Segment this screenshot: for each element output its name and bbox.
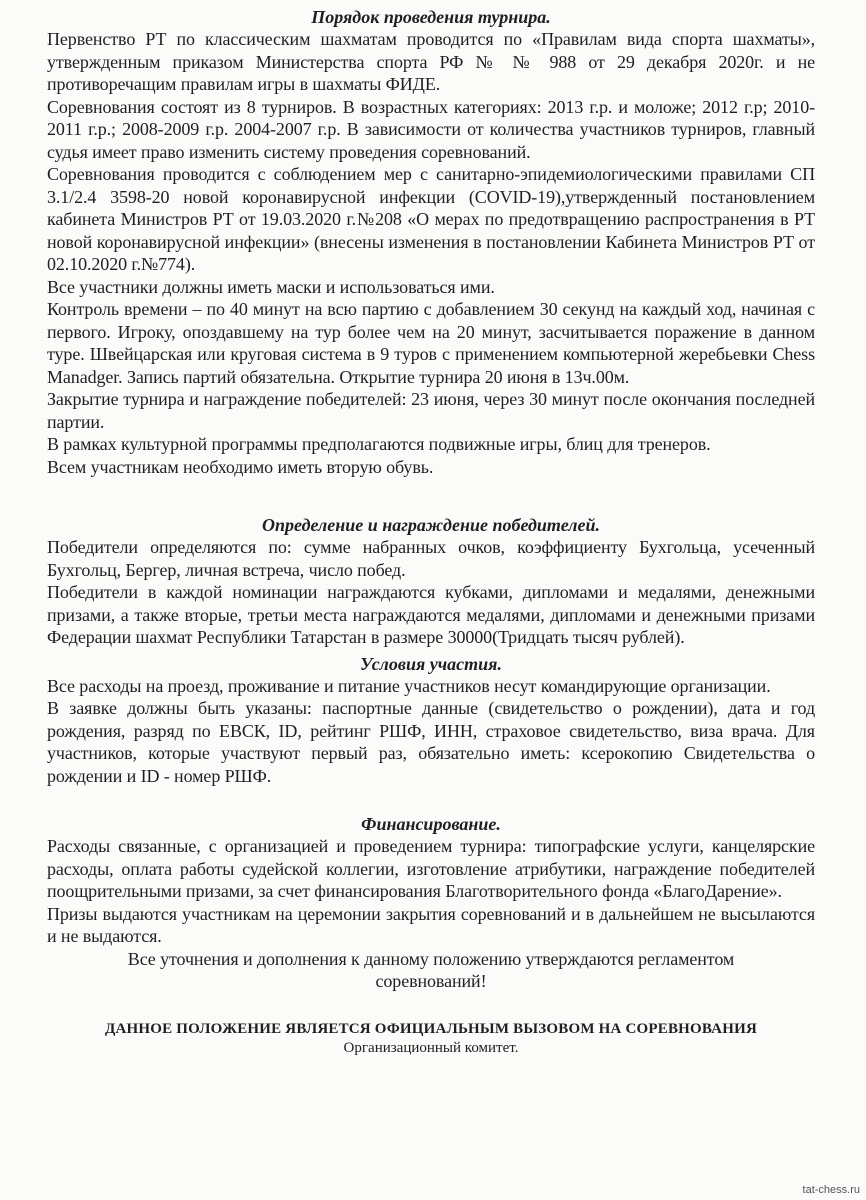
document-page [47, 6, 815, 1057]
paragraph: Расходы связанные, с организацией и проведением турнира: типографские услуги, канцелярские расходы, оплата работы судейской коллегии, изготовление атрибутики, награждение победителей поощрительными призами, за счет финансирования Благотворительного фонда «БлагоДарение». [47, 836, 815, 901]
paragraph: В заявке должны быть указаны: паспортные данные (свидетельство о рождении), дата и год рождения, разряд по ЕВСК, ID, рейтинг РШФ, ИНН, страховое свидетельство, виза врача. Для участников, которые участвуют первый раз, обязательно иметь: ксерокопию Свидетельства о рождении и ID - номер РШФ. [47, 698, 815, 786]
site-watermark: tat-chess.ru [802, 1184, 860, 1196]
paragraph: В рамках культурной программы предполагаются подвижные игры, блиц для тренеров. [47, 434, 711, 454]
paragraph: Соревнования состоят из 8 турниров. В возрастных категориях: 2013 г.р. и моложе; 2012 г.р; 2010-2011 г.р.; 2008-2009 г.р. 2004-2007 г.р. В зависимости от количества участников турниров, главный судья имеет право изменить систему проведения соревнований. [47, 96, 815, 162]
paragraph: Все участники должны иметь маски и использоваться ими. [47, 276, 495, 297]
paragraph: Все расходы на проезд, проживание и питание участников несут командирующие организации. [47, 675, 771, 696]
committee-signature: Организационный комитет. [343, 1039, 519, 1056]
paragraph: Победители в каждой номинации награждаются кубками, дипломами и медалями, денежными призами, а также вторые, третьи места награждаются медалями, дипломами и денежными призами Федерации шахмат Республики Татарстан в размере 30000(Тридцать тысяч рублей). [47, 582, 815, 647]
official-call-heading: ДАННОЕ ПОЛОЖЕНИЕ ЯВЛЯЕТСЯ ОФИЦИАЛЬНЫМ ВЫЗОВОМ НА СОРЕВНОВАНИЯ [105, 1020, 757, 1037]
paragraph: Всем участникам необходимо иметь вторую обувь. [47, 456, 434, 477]
paragraph: Закрытие турнира и награждение победителей: 23 июня, через 30 минут после окончания последней партии. [47, 389, 815, 432]
paragraph: Соревнования проводится с соблюдением мер с санитарно-эпидемиологическими правилами СП 3.1/2.4 3598-20 новой коронавирусной инфекции (COVID-19),утвержденный постановлением кабинета Министров РТ от 19.03.2020 г.№208 «О мерах по предотвращению распространения в РТ новой коронавирусной инфекции» (внесены изменения в постановлении Кабинета Министров РТ от 02.10.2020 г.№774). [47, 164, 815, 274]
section-title-procedure: Порядок проведения турнира. [311, 7, 551, 27]
paragraph: Призы выдаются участникам на церемонии закрытия соревнований и в дальнейшем не высылаются и не выдаются. [47, 903, 815, 946]
paragraph: Первенство РТ по классическим шахматам проводится по «Правилам вида спорта шахматы», утвержденным приказом Министерства спорта РФ № № 988 от 29 декабря 2020г. и не противоречащим правилам игры в шахматы ФИДЕ. [47, 29, 815, 94]
paragraph: Победители определяются по: сумме набранных очков, коэффициенту Бухгольца, усеченный Бухгольц, Бергер, личная встреча, число побед. [47, 537, 815, 580]
section-title-winners: Определение и награждение победителей. [262, 515, 600, 535]
section-title-conditions: Условия участия. [360, 653, 502, 674]
closing-note: Все уточнения и дополнения к данному положению утверждаются регламентом соревнований! [127, 948, 735, 991]
paragraph: Контроль времени – по 40 минут на всю партию с добавлением 30 секунд на каждый ход, начиная с первого. Игроку, опоздавшему на тур более чем на 20 минут, засчитывается поражение в данном туре. Швейцарская или круговая система в 9 туров с применением компьютерной жеребьевки Chess Manadger. Запись партий обязательна. Открытие турнира 20 июня в 13ч.00м. [47, 299, 815, 387]
section-title-financing: Финансирование. [361, 814, 501, 834]
